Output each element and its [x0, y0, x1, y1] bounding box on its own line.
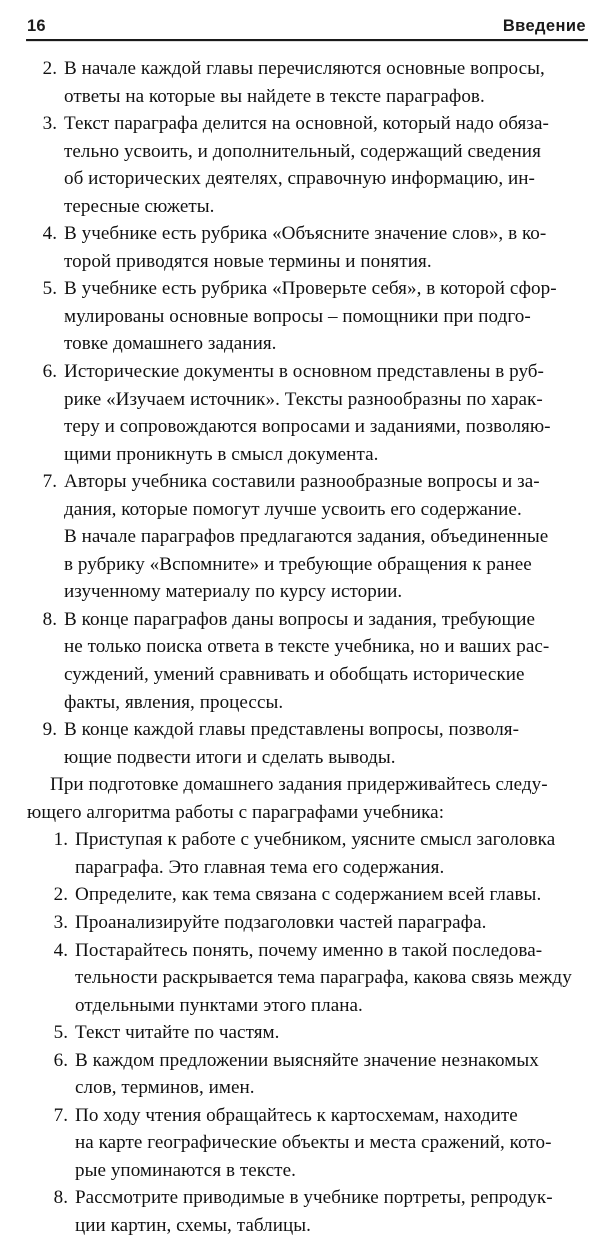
text-line: Определите, как тема связана с содержанием всей главы. — [75, 884, 542, 906]
text-line: В начале каждой главы перечисляются основные вопросы, — [64, 58, 545, 79]
text-line: ции картин, схемы, таблицы. — [75, 1214, 311, 1236]
page-body — [27, 55, 588, 1240]
numbered-list-textbook-features — [27, 55, 588, 771]
list-item — [40, 826, 588, 881]
text-line: В начале параграфов предлагаются задания, объединенные — [64, 526, 549, 548]
header-divider-rule — [26, 39, 588, 41]
list-item — [27, 275, 588, 358]
text-line: на карте географические объекты и места сражений, кото- — [75, 1132, 552, 1154]
page-header-row — [26, 17, 588, 36]
text-line: не только поиска ответа в тексте учебника, но и ваших рас- — [64, 636, 550, 658]
text-line: мулированы основные вопросы – помощники при подго- — [64, 305, 531, 327]
text-line: об исторических деятелях, справочную информацию, ин- — [64, 168, 535, 190]
list-item-text — [75, 1019, 588, 1047]
text-line: Проанализируйте подзаголовки частей параграфа. — [75, 911, 487, 933]
text-line: теру и сопровождаются вопросами и заданиями, позволяю- — [64, 416, 551, 438]
list-item-number: 2. — [53, 884, 68, 906]
text-line: В конце параграфов даны вопросы и задания, требующие — [64, 608, 535, 630]
text-line: Авторы учебника составили разнообразные вопросы и за- — [64, 471, 540, 493]
list-item-text — [64, 468, 588, 606]
list-item-text — [64, 220, 588, 275]
list-item-number: 8. — [53, 1187, 68, 1209]
list-item-number: 3. — [42, 113, 57, 135]
text-line: Рассмотрите приводимые в учебнике портреты, репродук- — [75, 1187, 553, 1209]
text-line: Текст читайте по частям. — [75, 1022, 280, 1044]
list-item — [40, 1019, 588, 1047]
running-head-title: Введение — [502, 17, 586, 35]
text-line: По ходу чтения обращайтесь к картосхемам, находите — [75, 1104, 518, 1126]
text-line: тельности раскрывается тема параграфа, какова связь между — [75, 967, 572, 989]
list-item-number: 4. — [53, 939, 68, 961]
text-line: изученному материалу по курсу истории. — [64, 581, 403, 603]
list-item-text — [64, 55, 588, 110]
intro-paragraph — [27, 771, 588, 826]
list-item — [27, 716, 588, 771]
list-item — [27, 55, 588, 110]
text-line: торой приводятся новые термины и понятия. — [64, 250, 432, 272]
text-line: в рубрику «Вспомните» и требующие обращения к ранее — [64, 553, 532, 575]
list-item — [40, 937, 588, 1020]
text-line: слов, терминов, имен. — [75, 1077, 255, 1099]
text-line: рые упоминаются в тексте. — [75, 1159, 296, 1181]
list-item-number: 5. — [42, 278, 57, 300]
text-line: Постарайтесь понять, почему именно в такой последова- — [75, 939, 543, 961]
list-item-text — [75, 909, 588, 937]
text-line: отдельными пунктами этого плана. — [75, 994, 363, 1016]
text-line: факты, явления, процессы. — [64, 691, 284, 713]
text-line: Приступая к работе с учебником, уясните смысл заголовка — [75, 829, 556, 851]
text-line: суждений, умений сравнивать и обобщать исторические — [64, 664, 525, 686]
list-item-text — [75, 1102, 588, 1185]
list-item — [27, 220, 588, 275]
text-line: щими проникнуть в смысл документа. — [64, 443, 379, 465]
list-item-number: 3. — [53, 911, 68, 933]
list-item-number: 7. — [53, 1104, 68, 1126]
list-item-text — [64, 716, 588, 771]
list-item-text — [64, 606, 588, 716]
text-line: В каждом предложении выясняйте значение незнакомых — [75, 1049, 539, 1071]
list-item-number: 7. — [42, 471, 57, 493]
text-line: Текст параграфа делится на основной, который надо обяза- — [64, 113, 549, 135]
list-item-number: 5. — [53, 1022, 68, 1044]
list-item-text — [75, 1184, 588, 1239]
page-header — [26, 17, 588, 47]
text-line: ответы на которые вы найдете в тексте параграфов. — [64, 85, 485, 107]
text-line: товке домашнего задания. — [64, 333, 277, 355]
text-line: ющего алгоритма работы с параграфами учебника: — [27, 801, 445, 823]
list-item — [27, 468, 588, 606]
text-line: При подготовке домашнего задания придерживайтесь следу- — [50, 774, 548, 796]
list-item-text — [75, 826, 588, 881]
text-line: В учебнике есть рубрика «Проверьте себя», в которой сфор- — [64, 278, 557, 300]
text-line: рике «Изучаем источник». Тексты разнообразны по харак- — [64, 388, 543, 410]
page-number: 16 — [27, 17, 46, 35]
text-line: В конце каждой главы представлены вопросы, позволя- — [64, 719, 520, 741]
list-item-number: 6. — [42, 361, 57, 383]
list-item — [27, 606, 588, 716]
list-item-number: 6. — [53, 1049, 68, 1071]
list-item-number: 8. — [42, 608, 57, 630]
text-line: параграфа. Это главная тема его содержания. — [75, 856, 445, 878]
list-item — [40, 1102, 588, 1185]
list-item-text — [75, 937, 588, 1020]
numbered-list-study-algorithm — [40, 826, 588, 1239]
list-item-number: 1. — [53, 829, 68, 851]
list-item — [27, 358, 588, 468]
list-item — [40, 1047, 588, 1102]
list-item — [27, 110, 588, 220]
list-item — [40, 881, 588, 909]
list-item — [40, 909, 588, 937]
text-line: дания, которые помогут лучше усвоить его содержание. — [64, 498, 522, 520]
list-item-text — [64, 275, 588, 358]
text-line: тельно усвоить, и дополнительный, содержащий сведения — [64, 140, 541, 162]
list-item-number: 4. — [42, 223, 57, 245]
list-item-text — [64, 110, 588, 220]
list-item-text — [75, 1047, 588, 1102]
list-item-text — [64, 358, 588, 468]
list-item-number: 9. — [42, 719, 57, 741]
list-item — [40, 1184, 588, 1239]
text-line: Исторические документы в основном представлены в руб- — [64, 361, 544, 383]
text-line: ющие подвести итоги и сделать выводы. — [64, 746, 396, 768]
text-line: В учебнике есть рубрика «Объясните значение слов», в ко- — [64, 223, 547, 245]
list-item-text — [75, 881, 588, 909]
list-item-number: 2. — [42, 58, 57, 79]
text-line: тересные сюжеты. — [64, 195, 215, 217]
